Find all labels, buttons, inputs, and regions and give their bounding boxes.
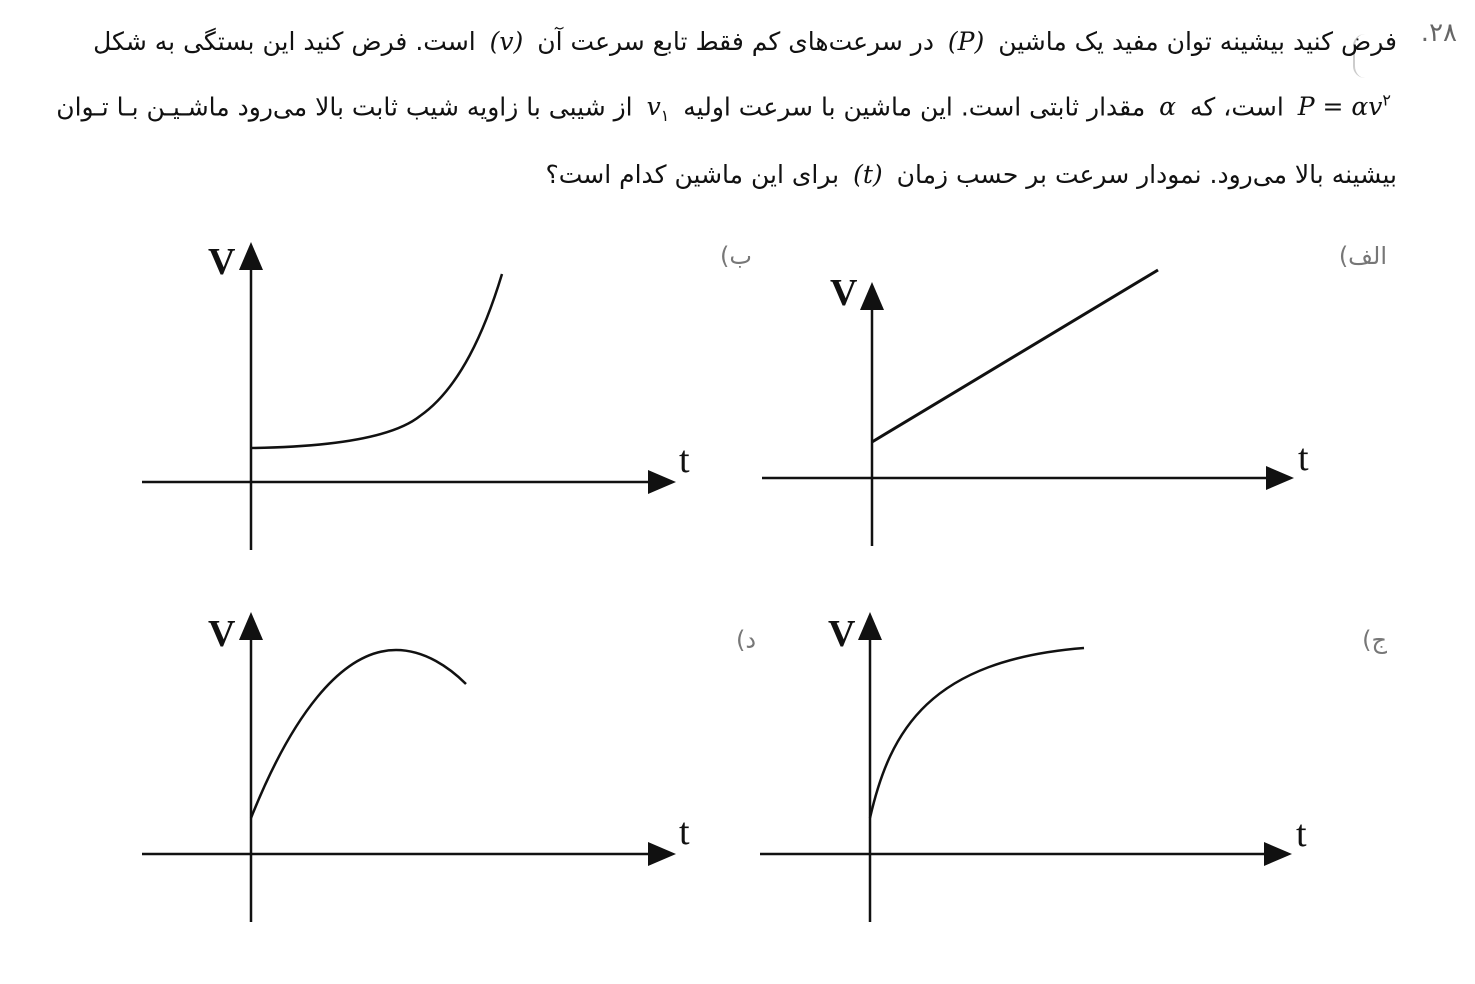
x-axis-label: t <box>679 811 690 853</box>
x-axis-label: t <box>679 439 690 481</box>
y-axis-label: V <box>830 272 858 314</box>
x-axis-label: t <box>1296 813 1307 855</box>
math-speed: (v) <box>489 27 524 56</box>
option-label-d[interactable]: د) <box>736 626 757 654</box>
y-axis-arrow <box>239 612 263 640</box>
question-line-3: بیشینه بالا می‌رود. نمودار سرعت بر حسب زمان (t) برای این ماشین کدام است؟ <box>545 160 1397 190</box>
y-axis-label: V <box>208 613 236 655</box>
y-axis-label: V <box>208 241 236 283</box>
option-label-a[interactable]: الف) <box>1338 242 1387 270</box>
question-line-2: $P = \alpha v^۲$ است، که α مقدار ثابتی است. این ماشین با سرعت اولیه $v_۱$ از شیبی با زاویه شیب ثابت بالا می‌رود ماشـیـن بـا تـوان <box>17 71 1397 145</box>
option-label-b[interactable]: ب) <box>720 242 752 270</box>
math-alpha: α <box>1159 92 1177 122</box>
x-axis-label: t <box>1298 437 1309 479</box>
math-power: (P) <box>947 27 985 56</box>
math-time: (t) <box>853 160 883 190</box>
question-line-1: فرض کنید بیشینه توان مفید یک ماشین (P) در سرعت‌های کم فقط تابع سرعت آن (v) است. فرض کنید این بستگی به شکل <box>93 27 1397 56</box>
math-formula: $P = \alpha v^۲$ <box>1297 91 1391 122</box>
y-axis-label: V <box>828 613 856 655</box>
option-label-c[interactable]: ج) <box>1362 626 1387 654</box>
x-axis-arrow <box>648 842 676 866</box>
question-number: ۲۸. <box>1420 18 1457 48</box>
curve-rise-fall <box>251 650 466 818</box>
math-v1: $v_۱$ <box>646 92 670 126</box>
